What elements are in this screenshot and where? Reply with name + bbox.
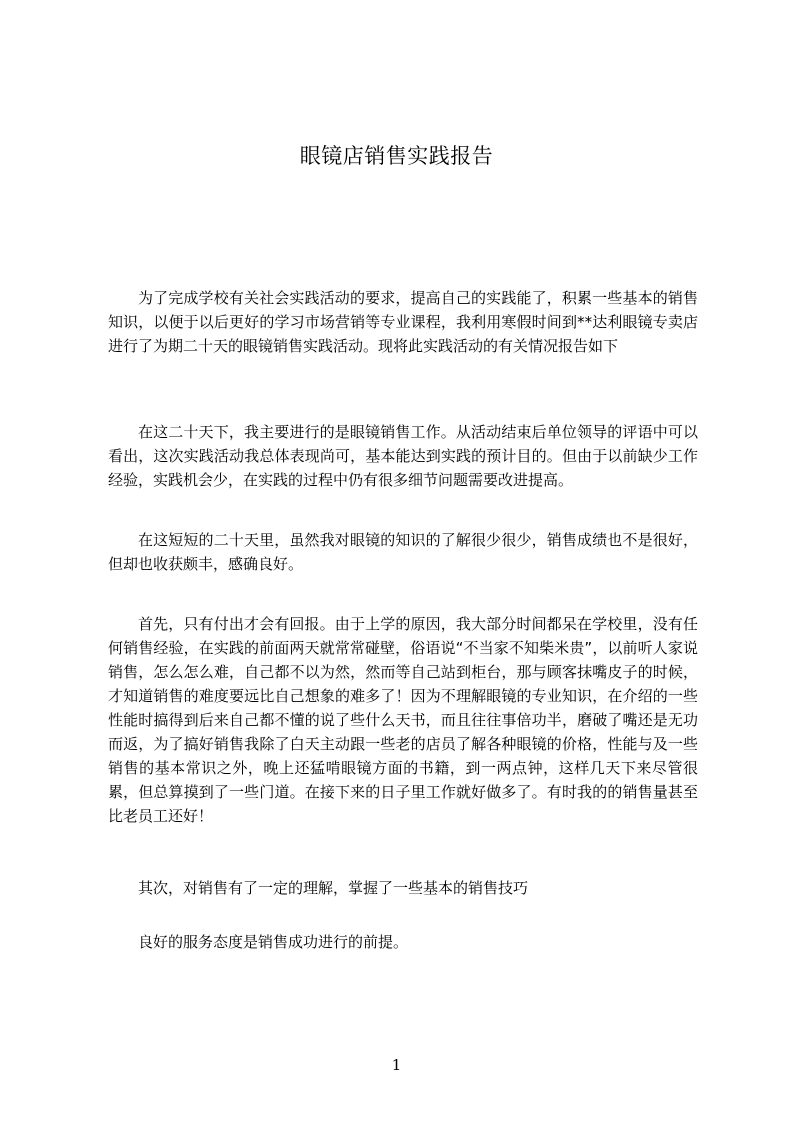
paragraph-service-attitude	[108, 930, 698, 954]
paragraph-text: 在这短短的二十天里，虽然我对眼镜的知识的了解很少很少，销售成绩也不是很好，但却也收获颇丰，感确良好。	[108, 531, 698, 573]
paragraph-text: 在这二十天下，我主要进行的是眼镜销售工作。从活动结束后单位领导的评语中可以看出，这次实践活动我总体表现尚可，基本能达到实践的预计目的。但由于以前缺少工作经验，实践机会少，在实践的过程中仍有很多细节问题需要改进提高。	[108, 423, 698, 489]
paragraph-intro	[108, 286, 698, 358]
paragraph-second-point	[108, 876, 698, 900]
paragraph-first-point	[108, 612, 698, 828]
paragraph-text: 良好的服务态度是销售成功进行的前提。	[138, 933, 409, 951]
paragraph-gains	[108, 528, 698, 576]
paragraph-text: 为了完成学校有关社会实践活动的要求，提高自己的实践能了，积累一些基本的销售知识，以便于以后更好的学习市场营销等专业课程，我利用寒假时间到**达利眼镜专卖店进行了为期二十天的眼镜销售实践活动。现将此实践活动的有关情况报告如下	[108, 289, 698, 355]
document-title: 眼镜店销售实践报告	[299, 144, 494, 168]
paragraph-text: 其次，对销售有了一定的理解，掌握了一些基本的销售技巧	[138, 879, 529, 897]
paragraph-summary	[108, 420, 698, 492]
page-number: 1	[391, 1056, 402, 1074]
paragraph-text: 首先，只有付出才会有回报。由于上学的原因，我大部分时间都呆在学校里，没有任何销售经验，在实践的前面两天就常常碰壁，俗语说“不当家不知柴米贵”，以前听人家说销售，怎么怎么难，自己都不以为然，然而等自己站到柜台，那与顾客抹嘴皮子的时候，才知道销售的难度要远比自己想象的难多了！因为不理解眼镜的专业知识，在介绍的一些性能时搞得到后来自己都不懂的说了些什么天书，而且往往事倍功半，磨破了嘴还是无功而返，为了搞好销售我除了白天主动跟一些老的店员了解各种眼镜的价格，性能与及一些销售的基本常识之外，晚上还猛啃眼镜方面的书籍，到一两点钟，这样几天下来尽管很累，但总算摸到了一些门道。在接下来的日子里工作就好做多了。有时我的的销售量甚至比老员工还好！	[108, 615, 698, 825]
